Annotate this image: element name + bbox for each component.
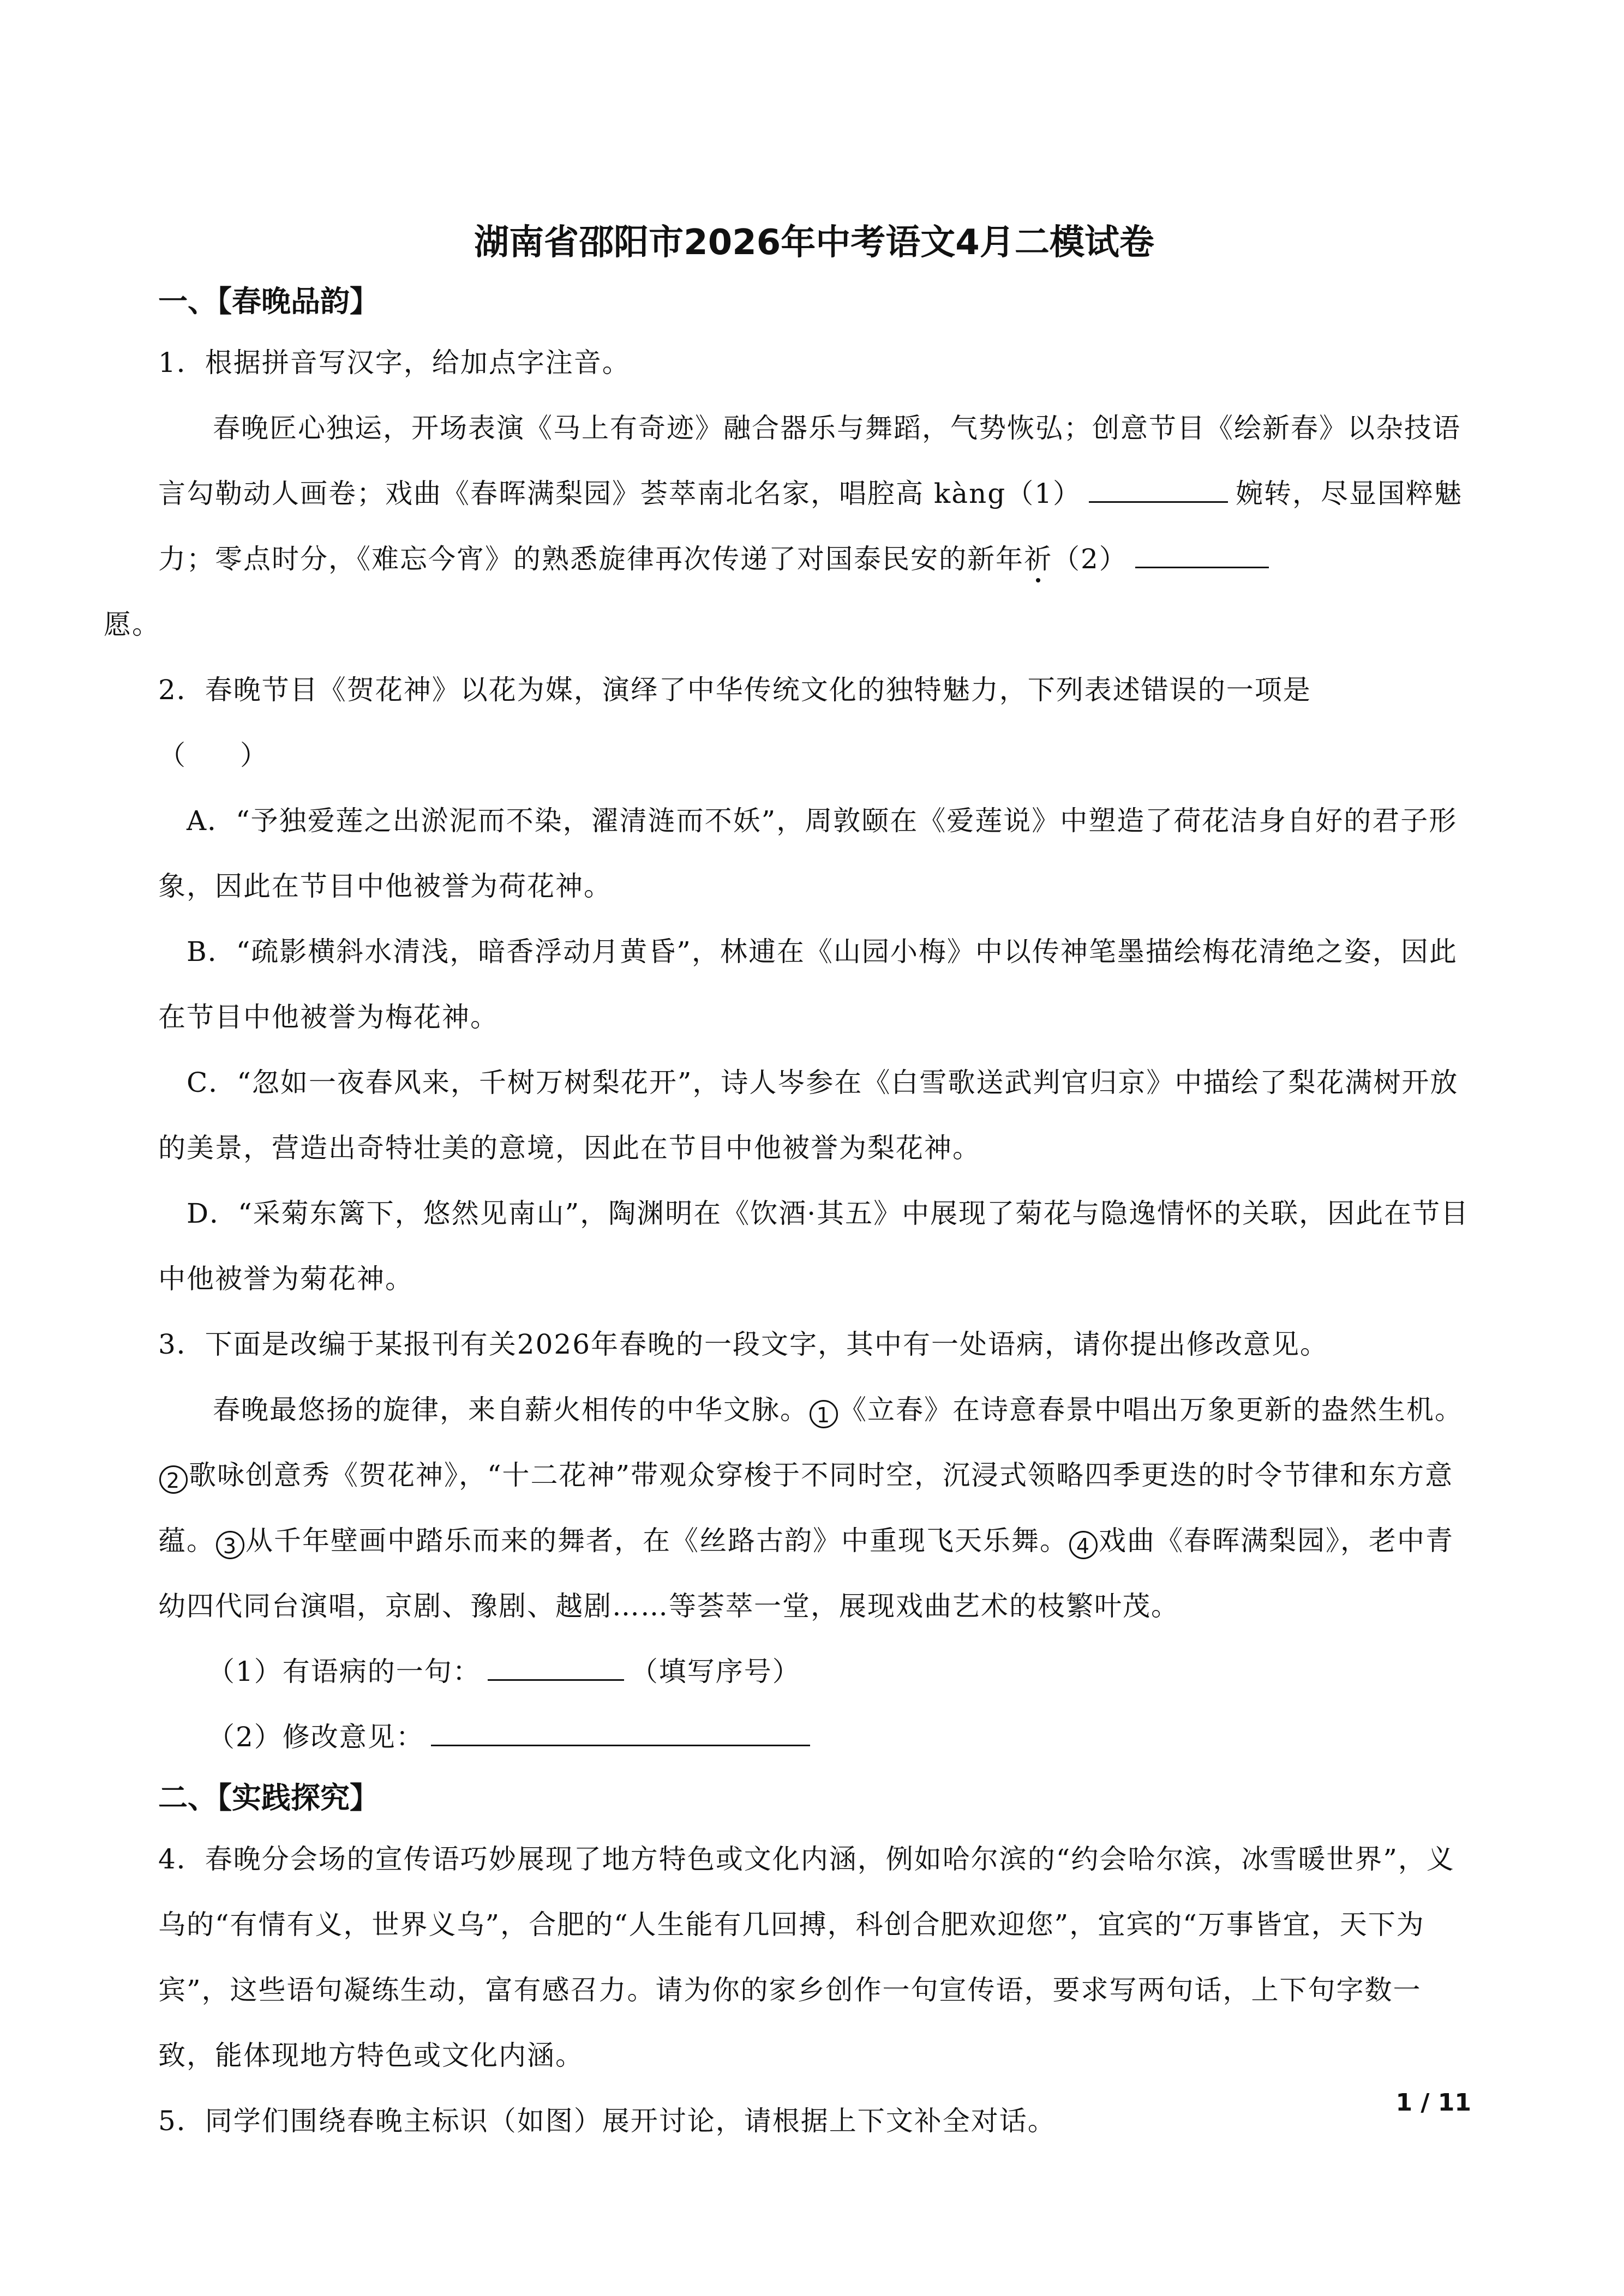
option-a: A．“予独爱莲之出淤泥而不染，濯清涟而不妖”，周敦颐在《爱莲说》中塑造了荷花洁身自好的君子形象，因此在节目中他被誉为荷花神。: [158, 805, 1458, 902]
question-1-passage: [104, 395, 1470, 657]
section-heading-2: 二、【实践探究】: [158, 1781, 379, 1815]
dotted-character: 祈: [1024, 543, 1052, 575]
question-4: 4．春晚分会场的宣传语巧妙展现了地方特色或文化内涵，例如哈尔滨的“约会哈尔滨，冰雪暖世界”，义乌的“有情有义，世界义乌”，合肥的“人生能有几回搏，科创合肥欢迎您”，宜宾的“万事皆宜，天下为宾”，这些语句凝练生动，富有感召力。请为你的家乡创作一句宣传语，要求写两句话，上下句字数一致，能体现地方特色或文化内涵。: [158, 1843, 1455, 2071]
answer-parentheses[interactable]: （ ）: [158, 740, 267, 771]
passage-text: 婉转，尽显国粹魅力；零点时分，《难忘今宵》的熟悉旋律再次传递了对国泰民安的新年: [158, 478, 1463, 575]
question-3-sub-2: [158, 1704, 1470, 1770]
sentence-2: 歌咏创意秀《贺花神》，“十二花神”带观众穿梭于不同时空，沉浸式领略四季更迭的时令节律和东方意蕴。: [158, 1459, 1454, 1556]
passage-text: （2）: [1052, 543, 1128, 575]
answer-blank-3[interactable]: [488, 1657, 624, 1681]
circled-number-4: 4: [1069, 1531, 1098, 1559]
passage-text: 愿。: [104, 609, 160, 640]
passage-text: 春晚最悠扬的旋律，来自薪火相传的中华文脉。: [213, 1394, 808, 1426]
circled-number-2: 2: [159, 1465, 188, 1494]
page-number: 1 / 11: [1395, 2089, 1471, 2117]
sentence-1: 《立春》在诗意春景中唱出万象更新的盎然生机。: [839, 1394, 1463, 1426]
sentence-4: 戏曲《春晖满梨园》，老中青幼四代同台演唱，京剧、豫剧、越剧……等荟萃一堂，展现戏曲艺术的枝繁叶茂。: [158, 1525, 1454, 1622]
question-2-stem: 2．春晚节目《贺花神》以花为媒，演绎了中华传统文化的独特魅力，下列表述错误的一项是: [158, 674, 1311, 706]
page-title: 湖南省邵阳市2026年中考语文4月二模试卷: [474, 223, 1154, 263]
option-c: C．“忽如一夜春风来，千树万树梨花开”，诗人岑参在《白雪歌送武判官归京》中描绘了梨花满树开放的美景，营造出奇特壮美的意境，因此在节目中他被誉为梨花神。: [158, 1067, 1459, 1164]
question-5: 5．同学们围绕春晚主标识（如图）展开讨论，请根据上下文补全对话。: [158, 2105, 1056, 2137]
question-1-stem: 1．根据拼音写汉字，给加点字注音。: [158, 347, 631, 378]
option-d: D．“采菊东篱下，悠然见南山”，陶渊明在《饮酒·其五》中展现了菊花与隐逸情怀的关联，因此在节目中他被誉为菊花神。: [158, 1198, 1470, 1295]
sub-question-hint: （填写序号）: [630, 1656, 801, 1687]
answer-blank-1[interactable]: [1089, 479, 1228, 503]
circled-number-3: 3: [216, 1531, 244, 1559]
question-3-stem: 3．下面是改编于某报刊有关2026年春晚的一段文字，其中有一处语病，请你提出修改意见。: [158, 1329, 1329, 1360]
sentence-3: 从千年壁画中踏乐而来的舞者，在《丝路古韵》中重现飞天乐舞。: [245, 1525, 1068, 1556]
sub-question-label: （1）有语病的一句：: [207, 1656, 481, 1687]
answer-blank-4[interactable]: [431, 1723, 810, 1746]
sub-question-label: （2）修改意见：: [207, 1721, 424, 1753]
option-b: B．“疏影横斜水清浅，暗香浮动月黄昏”，林逋在《山园小梅》中以传神笔墨描绘梅花清绝之姿，因此在节目中他被誉为梅花神。: [158, 936, 1458, 1033]
question-3-passage: [158, 1377, 1470, 1639]
circled-number-1: 1: [810, 1400, 838, 1428]
section-heading-1: 一、【春晚品韵】: [158, 284, 379, 318]
page-content: [104, 215, 1470, 2154]
question-3-sub-1: [158, 1639, 1470, 1704]
answer-blank-2[interactable]: [1135, 545, 1269, 568]
passage-text: 春晚匠心独运，开场表演《马上有奇迹》融合器乐与舞蹈，气势恢弘；创意节目《绘新春》以杂技语言勾勒动人画卷；戏曲《春晖满梨园》荟萃南北名家，唱腔高 kàng（1）: [158, 412, 1461, 509]
